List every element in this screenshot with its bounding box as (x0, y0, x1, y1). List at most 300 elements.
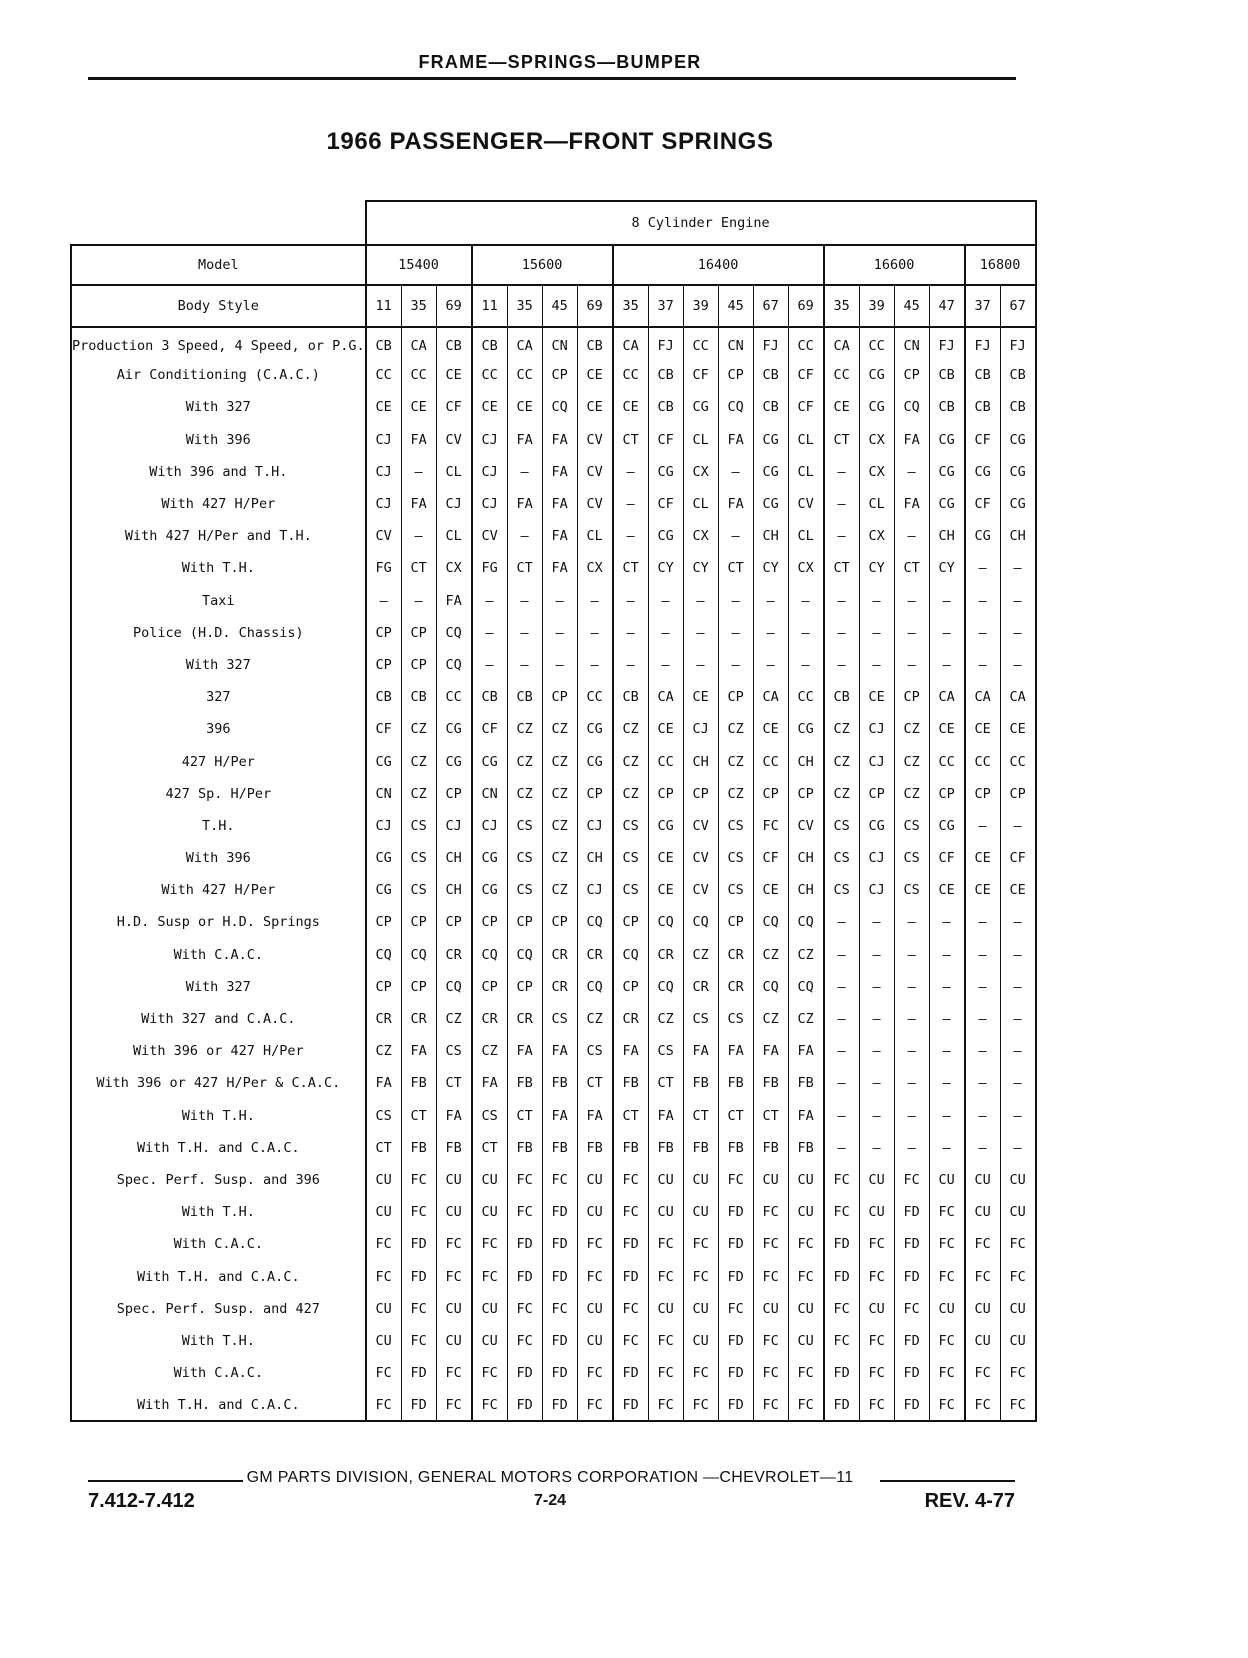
spring-code-cell: CF (472, 713, 508, 745)
table-row (71, 1325, 1036, 1357)
table-row (71, 874, 1036, 906)
spring-code-cell: CJ (859, 874, 894, 906)
spring-code-cell: FC (718, 1293, 753, 1325)
spring-code-cell: — (859, 939, 894, 971)
spring-code-cell: CU (753, 1164, 788, 1196)
table-row (71, 713, 1036, 745)
spring-code-cell: FB (683, 1132, 718, 1164)
spring-code-cell: — (965, 585, 1001, 617)
spring-code-cell: CR (718, 939, 753, 971)
spring-code-cell: — (718, 520, 753, 552)
spring-code-cell: FD (894, 1196, 929, 1228)
spring-code-cell: FD (507, 1260, 542, 1292)
table-row (71, 1164, 1036, 1196)
spring-code-cell: CP (472, 971, 508, 1003)
spring-code-cell: FC (542, 1164, 577, 1196)
spring-code-cell: CZ (507, 778, 542, 810)
spring-code-cell: CR (718, 971, 753, 1003)
spring-code-cell: FC (859, 1357, 894, 1389)
spring-code-cell: CQ (788, 971, 824, 1003)
spring-code-cell: FA (542, 488, 577, 520)
body-style-header: 35 (507, 285, 542, 327)
row-label: With C.A.C. (71, 939, 366, 971)
spring-code-cell: CB (507, 681, 542, 713)
spring-code-cell: CU (929, 1293, 965, 1325)
table-row (71, 1132, 1036, 1164)
spring-code-cell: — (824, 649, 860, 681)
spring-code-cell: CL (859, 488, 894, 520)
spring-code-cell: CE (824, 391, 860, 423)
spring-code-cell: CZ (824, 713, 860, 745)
spring-code-cell: CV (472, 520, 508, 552)
body-style-label: Body Style (71, 285, 366, 327)
spring-code-cell: — (1000, 939, 1036, 971)
spring-code-cell: CS (507, 842, 542, 874)
spring-code-cell: — (1000, 810, 1036, 842)
spring-code-cell: CB (929, 359, 965, 391)
spring-code-cell: FD (507, 1228, 542, 1260)
spring-code-cell: CJ (683, 713, 718, 745)
spring-code-cell: CP (753, 778, 788, 810)
spring-code-cell: FB (718, 1067, 753, 1099)
spring-code-cell: FD (542, 1196, 577, 1228)
spring-code-cell: FC (366, 1260, 402, 1292)
spring-code-cell: CB (472, 327, 508, 359)
spring-code-cell: CZ (436, 1003, 472, 1035)
spring-code-cell: — (929, 1100, 965, 1132)
spring-code-cell: FB (753, 1067, 788, 1099)
spring-code-cell: FD (824, 1357, 860, 1389)
spring-code-cell: CL (788, 424, 824, 456)
row-label: With T.H. and C.A.C. (71, 1132, 366, 1164)
spring-code-cell: — (929, 649, 965, 681)
spring-code-cell: — (894, 649, 929, 681)
spring-code-cell: — (472, 617, 508, 649)
spring-code-cell: — (824, 1035, 860, 1067)
spring-code-cell: CP (366, 649, 402, 681)
spring-code-cell: CL (683, 424, 718, 456)
row-label: Police (H.D. Chassis) (71, 617, 366, 649)
spring-code-cell: FD (401, 1228, 436, 1260)
spring-code-cell: FC (753, 1325, 788, 1357)
spring-code-cell: CZ (894, 778, 929, 810)
spring-code-cell: CC (472, 359, 508, 391)
row-label: With 396 or 427 H/Per (71, 1035, 366, 1067)
spring-code-cell: CF (788, 359, 824, 391)
spring-code-cell: FB (718, 1132, 753, 1164)
row-label: Taxi (71, 585, 366, 617)
spring-code-cell: CJ (366, 810, 402, 842)
spring-code-cell: CF (753, 842, 788, 874)
spring-code-cell: FA (718, 488, 753, 520)
spring-code-cell: CG (859, 391, 894, 423)
spring-code-cell: FD (542, 1389, 577, 1421)
spring-code-cell: CZ (894, 745, 929, 777)
spring-code-cell: CG (436, 713, 472, 745)
spring-code-cell: CB (965, 359, 1001, 391)
spring-code-cell: CR (507, 1003, 542, 1035)
spring-code-cell: CZ (542, 745, 577, 777)
spring-code-cell: CZ (472, 1035, 508, 1067)
spring-code-cell: CF (965, 424, 1001, 456)
body-style-header-row (71, 285, 1036, 327)
spring-code-cell: CN (366, 778, 402, 810)
table-body (71, 327, 1036, 1421)
spring-code-cell: FA (507, 424, 542, 456)
spring-code-cell: CJ (859, 745, 894, 777)
spring-code-cell: — (929, 585, 965, 617)
spring-code-cell: CA (824, 327, 860, 359)
spring-code-cell: FA (683, 1035, 718, 1067)
spring-code-cell: CP (472, 906, 508, 938)
spring-code-cell: CU (366, 1164, 402, 1196)
spring-code-cell: CP (894, 359, 929, 391)
spring-code-cell: CL (788, 520, 824, 552)
spring-code-cell: FA (788, 1100, 824, 1132)
footer-revision: REV. 4-77 (924, 1490, 1015, 1512)
spring-code-cell: CZ (507, 713, 542, 745)
spring-code-cell: CY (648, 552, 683, 584)
spring-code-cell: CY (753, 552, 788, 584)
spring-code-cell: CU (683, 1196, 718, 1228)
spring-code-cell: CQ (436, 971, 472, 1003)
spring-code-cell: FC (1000, 1260, 1036, 1292)
spring-code-cell: FC (436, 1389, 472, 1421)
row-label: Air Conditioning (C.A.C.) (71, 359, 366, 391)
spring-code-cell: CT (366, 1132, 402, 1164)
spring-code-cell: — (753, 585, 788, 617)
spring-code-cell: CP (613, 906, 649, 938)
table-row (71, 649, 1036, 681)
spring-code-cell: CE (929, 874, 965, 906)
spring-code-cell: CS (683, 1003, 718, 1035)
spring-code-cell: CS (894, 810, 929, 842)
spring-code-cell: CE (648, 713, 683, 745)
spring-code-cell: — (542, 585, 577, 617)
spring-code-cell: — (894, 520, 929, 552)
spring-code-cell: FA (542, 520, 577, 552)
body-style-header: 37 (965, 285, 1001, 327)
spring-code-cell: CU (366, 1196, 402, 1228)
spring-code-cell: CZ (401, 745, 436, 777)
spring-code-cell: FC (1000, 1389, 1036, 1421)
model-header: 16600 (824, 245, 965, 285)
spring-code-cell: CG (577, 713, 613, 745)
spring-code-cell: FB (436, 1132, 472, 1164)
spring-code-cell: FC (859, 1228, 894, 1260)
spring-code-cell: CX (683, 456, 718, 488)
spring-code-cell: CA (929, 681, 965, 713)
spring-code-cell: FB (683, 1067, 718, 1099)
spring-code-cell: CR (542, 939, 577, 971)
spring-code-cell: CG (366, 874, 402, 906)
spring-code-cell: FC (965, 1389, 1001, 1421)
spring-code-cell: — (965, 649, 1001, 681)
row-label: 427 Sp. H/Per (71, 778, 366, 810)
spring-code-cell: CQ (753, 971, 788, 1003)
spring-code-cell: — (507, 456, 542, 488)
spring-code-cell: CC (507, 359, 542, 391)
spring-code-cell: FC (859, 1260, 894, 1292)
spring-code-cell: — (683, 617, 718, 649)
spring-code-cell: FD (824, 1260, 860, 1292)
spring-code-cell: FC (859, 1389, 894, 1421)
spring-code-cell: — (929, 1035, 965, 1067)
spring-code-cell: CY (929, 552, 965, 584)
spring-code-cell: — (683, 585, 718, 617)
spring-code-cell: FC (965, 1357, 1001, 1389)
spring-code-cell: CG (965, 520, 1001, 552)
spring-code-cell: — (965, 552, 1001, 584)
spring-code-cell: CE (683, 681, 718, 713)
spring-code-cell: CL (436, 456, 472, 488)
spring-code-cell: CS (718, 842, 753, 874)
spring-code-cell: FC (824, 1196, 860, 1228)
spring-code-cell: CS (718, 810, 753, 842)
spring-code-cell: CT (401, 552, 436, 584)
spring-code-cell: CE (613, 391, 649, 423)
row-label: With 427 H/Per (71, 874, 366, 906)
spring-code-cell: CS (401, 874, 436, 906)
spring-code-cell: CJ (859, 713, 894, 745)
spring-code-cell: CZ (577, 1003, 613, 1035)
spring-code-cell: CE (753, 713, 788, 745)
spring-code-cell: CZ (718, 713, 753, 745)
spring-code-cell: CG (648, 456, 683, 488)
spring-code-cell: CP (577, 778, 613, 810)
spring-code-cell: FC (507, 1325, 542, 1357)
spring-code-cell: — (401, 520, 436, 552)
spring-code-cell: — (965, 617, 1001, 649)
spring-code-cell: FA (542, 1035, 577, 1067)
spring-code-cell: CZ (683, 939, 718, 971)
front-springs-table (70, 200, 1037, 1422)
spring-code-cell: FC (472, 1389, 508, 1421)
body-style-header: 67 (1000, 285, 1036, 327)
spring-code-cell: — (859, 1100, 894, 1132)
spring-code-cell: CZ (613, 745, 649, 777)
spring-code-cell: FC (577, 1228, 613, 1260)
spring-code-cell: CG (753, 488, 788, 520)
spring-code-cell: CC (788, 327, 824, 359)
table-row (71, 1196, 1036, 1228)
spring-code-cell: FB (753, 1132, 788, 1164)
body-style-header: 35 (824, 285, 860, 327)
spring-code-cell: FD (718, 1389, 753, 1421)
spring-code-cell: CU (859, 1196, 894, 1228)
spring-code-cell: CJ (859, 842, 894, 874)
spring-code-cell: CP (436, 906, 472, 938)
spring-code-cell: CQ (718, 391, 753, 423)
spring-code-cell: CG (472, 874, 508, 906)
spring-code-cell: CU (788, 1293, 824, 1325)
spring-code-cell: FC (507, 1293, 542, 1325)
footer-page-number: 7-24 (533, 1492, 567, 1509)
spring-code-cell: CX (788, 552, 824, 584)
spring-code-cell: — (859, 1003, 894, 1035)
body-style-header: 45 (542, 285, 577, 327)
spring-code-cell: CQ (648, 906, 683, 938)
spring-code-cell: — (929, 939, 965, 971)
spring-code-cell: CP (788, 778, 824, 810)
model-header: 15400 (366, 245, 472, 285)
spring-code-cell: CU (683, 1293, 718, 1325)
spring-code-cell: CY (859, 552, 894, 584)
spring-code-cell: FC (648, 1325, 683, 1357)
spring-code-cell: CS (613, 810, 649, 842)
spring-code-cell: CS (366, 1100, 402, 1132)
row-label: With 327 (71, 649, 366, 681)
spring-code-cell: FB (613, 1132, 649, 1164)
row-label: Spec. Perf. Susp. and 396 (71, 1164, 366, 1196)
row-label: With 396 or 427 H/Per & C.A.C. (71, 1067, 366, 1099)
spring-code-cell: CH (436, 842, 472, 874)
spring-code-cell: FD (894, 1228, 929, 1260)
row-label: With 396 and T.H. (71, 456, 366, 488)
engine-header: 8 Cylinder Engine (366, 201, 1036, 245)
spring-code-cell: FA (753, 1035, 788, 1067)
spring-code-cell: FA (472, 1067, 508, 1099)
spring-code-cell: CP (718, 906, 753, 938)
spring-code-cell: CB (401, 681, 436, 713)
spring-code-cell: FC (683, 1357, 718, 1389)
spring-code-cell: CU (577, 1196, 613, 1228)
spring-code-cell: FC (648, 1357, 683, 1389)
spring-code-cell: FA (894, 488, 929, 520)
spring-code-cell: — (894, 939, 929, 971)
spring-code-cell: CB (648, 359, 683, 391)
spring-code-cell: — (894, 1035, 929, 1067)
spring-code-cell: CH (788, 842, 824, 874)
spring-code-cell: FC (929, 1228, 965, 1260)
table-row (71, 745, 1036, 777)
spring-code-cell: — (1000, 906, 1036, 938)
spring-code-cell: CB (436, 327, 472, 359)
table-row (71, 327, 1036, 359)
spring-code-cell: CU (436, 1325, 472, 1357)
spring-code-cell: CR (542, 971, 577, 1003)
spring-code-cell: — (718, 585, 753, 617)
spring-code-cell: CB (1000, 359, 1036, 391)
spring-code-cell: CT (718, 552, 753, 584)
spring-code-cell: — (929, 1067, 965, 1099)
spring-code-cell: CE (648, 842, 683, 874)
spring-code-cell: CT (648, 1067, 683, 1099)
spring-code-cell: CC (648, 745, 683, 777)
spring-code-cell: CQ (613, 939, 649, 971)
spring-code-cell: FA (542, 424, 577, 456)
spring-code-cell: FB (401, 1132, 436, 1164)
spring-code-cell: CZ (613, 778, 649, 810)
spring-code-cell: — (1000, 1100, 1036, 1132)
spring-code-cell: CQ (366, 939, 402, 971)
spring-code-cell: FA (366, 1067, 402, 1099)
spring-code-cell: CU (577, 1293, 613, 1325)
spring-code-cell: CR (648, 939, 683, 971)
footer-rule-right (880, 1480, 1015, 1482)
spring-code-cell: CE (929, 713, 965, 745)
spring-code-cell: CH (577, 842, 613, 874)
spring-code-cell: FC (753, 1389, 788, 1421)
spring-code-cell: CS (507, 810, 542, 842)
spring-code-cell: FC (683, 1228, 718, 1260)
spring-code-cell: FA (894, 424, 929, 456)
spring-code-cell: CX (683, 520, 718, 552)
spring-code-cell: — (648, 649, 683, 681)
spring-code-cell: CA (1000, 681, 1036, 713)
spring-code-cell: CP (507, 906, 542, 938)
spring-code-cell: FD (824, 1389, 860, 1421)
spring-code-cell: FD (613, 1389, 649, 1421)
spring-code-cell: FC (965, 1228, 1001, 1260)
table-row (71, 1067, 1036, 1099)
body-style-header: 45 (718, 285, 753, 327)
spring-code-cell: FA (648, 1100, 683, 1132)
spring-code-cell: — (965, 971, 1001, 1003)
model-header: 16400 (613, 245, 824, 285)
spring-code-cell: CU (648, 1164, 683, 1196)
spring-code-cell: CX (436, 552, 472, 584)
spring-code-cell: FC (1000, 1357, 1036, 1389)
spring-code-cell: — (824, 617, 860, 649)
row-label: With T.H. (71, 552, 366, 584)
spring-code-cell: CE (965, 842, 1001, 874)
row-label: H.D. Susp or H.D. Springs (71, 906, 366, 938)
spring-code-cell: FG (472, 552, 508, 584)
spring-code-cell: FJ (648, 327, 683, 359)
spring-code-cell: CC (436, 681, 472, 713)
spring-code-cell: CC (366, 359, 402, 391)
spring-code-cell: CL (788, 456, 824, 488)
spring-code-cell: CS (718, 1003, 753, 1035)
spring-code-cell: — (929, 971, 965, 1003)
spring-code-cell: — (648, 585, 683, 617)
spring-code-cell: CU (472, 1325, 508, 1357)
spring-code-cell: CJ (577, 810, 613, 842)
spring-code-cell: CU (965, 1164, 1001, 1196)
spring-code-cell: CG (753, 456, 788, 488)
spring-code-cell: FC (683, 1389, 718, 1421)
spring-code-cell: FA (401, 488, 436, 520)
spring-code-cell: — (824, 1132, 860, 1164)
spring-code-cell: — (401, 585, 436, 617)
spring-code-cell: FC (472, 1228, 508, 1260)
body-style-header: 45 (894, 285, 929, 327)
spring-code-cell: — (1000, 1003, 1036, 1035)
body-style-header: 67 (753, 285, 788, 327)
spring-code-cell: CH (929, 520, 965, 552)
spring-code-cell: CB (366, 681, 402, 713)
spring-code-cell: FA (507, 1035, 542, 1067)
spring-code-cell: FC (401, 1196, 436, 1228)
spring-code-cell: CE (1000, 713, 1036, 745)
spring-code-cell: CY (683, 552, 718, 584)
spring-code-cell: CS (472, 1100, 508, 1132)
spring-code-cell: — (894, 456, 929, 488)
row-label: With T.H. and C.A.C. (71, 1389, 366, 1421)
spring-code-cell: CA (965, 681, 1001, 713)
spring-code-cell: CQ (577, 971, 613, 1003)
spring-code-cell: CU (577, 1164, 613, 1196)
spring-code-cell: — (965, 1067, 1001, 1099)
row-label: With 327 (71, 391, 366, 423)
spring-code-cell: CA (648, 681, 683, 713)
spring-code-cell: CG (683, 391, 718, 423)
spring-code-cell: FC (894, 1164, 929, 1196)
spring-code-cell: — (965, 1035, 1001, 1067)
spring-code-cell: CQ (436, 649, 472, 681)
spring-code-cell: — (824, 1100, 860, 1132)
